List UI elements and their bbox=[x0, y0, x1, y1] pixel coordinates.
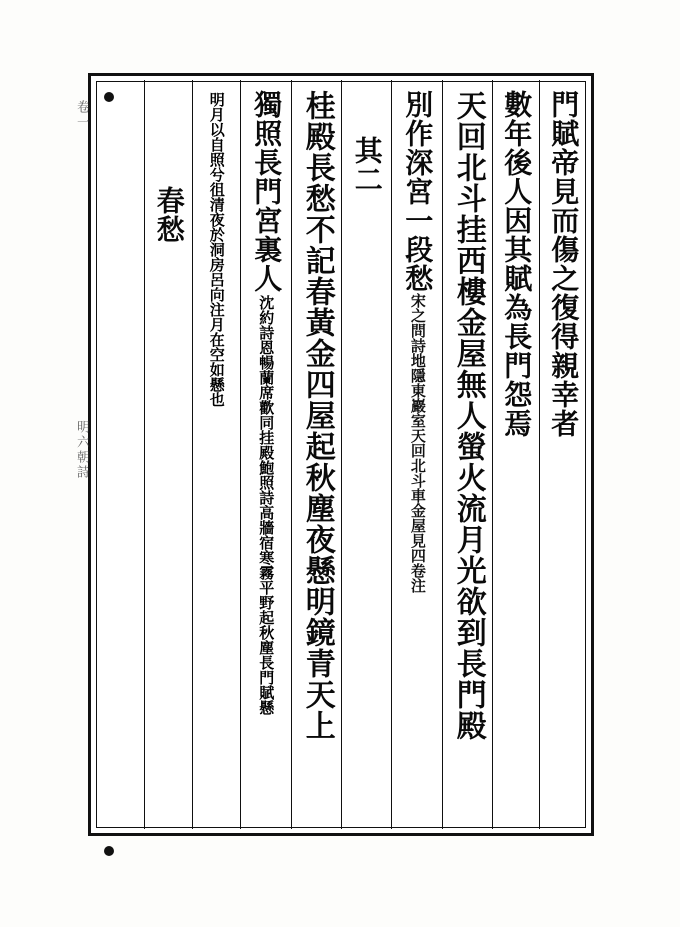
text-column-4 bbox=[391, 80, 442, 829]
text-column-10 bbox=[96, 80, 144, 829]
column-text: 別作深宮一段愁 bbox=[401, 90, 435, 293]
interlinear-note: 宋之問詩地隱東巖室天回北斗車金屋見四卷注 bbox=[408, 293, 427, 593]
text-column-2 bbox=[492, 80, 539, 829]
text-column-5 bbox=[341, 80, 391, 829]
interlinear-note: 明月以自照兮徂清夜於洞房呂向注月在空如懸也 bbox=[207, 92, 226, 407]
corner-mark-bottom bbox=[104, 846, 114, 856]
text-column-9 bbox=[144, 80, 192, 829]
page-title: 春愁 bbox=[152, 186, 186, 244]
column-text: 門賦帝見而傷之復得親幸者 bbox=[547, 90, 581, 438]
text-column-7 bbox=[240, 80, 291, 829]
interlinear-note: 沈約詩恩暢蘭席歡同挂殿鮑照詩高牆宿寒霧平野起秋塵長門賦懸 bbox=[257, 295, 276, 715]
column-text: 獨照長門宮裏人 bbox=[250, 90, 284, 293]
text-columns bbox=[96, 80, 586, 829]
section-heading: 其二 bbox=[350, 136, 384, 194]
column-text: 數年後人因其賦為長門怨焉 bbox=[500, 90, 534, 438]
margin-mark-lower: 明六朝詩 bbox=[74, 420, 89, 480]
text-column-1 bbox=[539, 80, 586, 829]
column-text: 桂殿長愁不記春黃金四屋起秋塵夜懸明鏡青天上 bbox=[299, 90, 335, 741]
column-text: 天回北斗挂西樓金屋無人螢火流月光欲到長門殿 bbox=[450, 90, 486, 741]
text-column-6 bbox=[291, 80, 341, 829]
text-column-8 bbox=[192, 80, 240, 829]
text-column-3 bbox=[442, 80, 492, 829]
margin-mark-upper: 卷一 bbox=[74, 100, 89, 130]
